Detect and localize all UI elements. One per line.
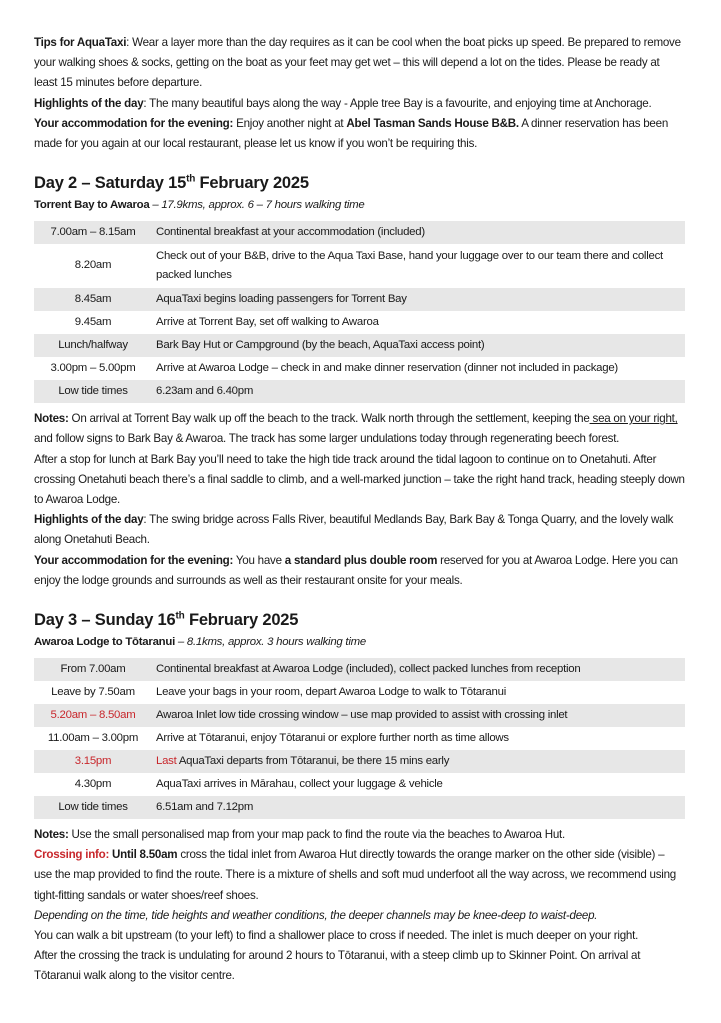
day3-route: Awaroa Lodge to Tōtaranui – 8.1kms, approx. 3 hours walking time <box>34 636 366 649</box>
table-row <box>34 244 685 288</box>
day3-upstream-tip: You can walk a bit upstream (to your left) to find a shallower place to cross if needed. The inlet is much deeper on your right. <box>34 929 639 943</box>
day2-section <box>34 171 685 591</box>
schedule-time: 8.20am <box>74 259 112 272</box>
table-row <box>34 681 685 704</box>
day3-after-crossing: After the crossing the track is undulating for around 2 hours to Tōtaranui, with a steep climb up to Skinner Point. On arrival at Tōtaranui walk along to the visitor centre. <box>34 949 641 983</box>
day2-schedule-table <box>34 221 685 403</box>
day3-schedule-table <box>34 658 685 819</box>
day2-notes-lunch: After a stop for lunch at Bark Bay you’ll need to take the high tide track around the tidal lagoon to continue on to Onetahuti. After crossing Onetahuti beach there’s a final saddle to climb, and a well-marked junction – take the right hand track, heading steeply down to Awaroa Lodge. <box>34 452 685 507</box>
schedule-desc: 6.51am and 7.12pm <box>154 796 685 819</box>
table-row <box>34 221 685 244</box>
schedule-desc: Arrive at Torrent Bay, set off walking to Awaroa <box>156 315 379 328</box>
table-row <box>34 311 685 334</box>
schedule-desc: AquaTaxi begins loading passengers for Torrent Bay <box>154 288 685 311</box>
schedule-time: 5.20am – 8.50am <box>34 704 154 727</box>
day2-highlights: Highlights of the day: The swing bridge across Falls River, beautiful Medlands Bay, Bark Bay & Tonga Quarry, and the lovely walk along Onetahuti Beach. <box>34 513 674 547</box>
schedule-desc: Bark Bay Hut or Campground (by the beach, AquaTaxi access point) <box>154 334 685 357</box>
table-row <box>34 334 685 357</box>
schedule-desc: 6.23am and 6.40pm <box>154 380 685 403</box>
schedule-desc: Continental breakfast at Awaroa Lodge (included), collect packed lunches from reception <box>154 658 685 681</box>
day3-heading: Day 3 – Sunday 16th February 2025 <box>34 610 299 630</box>
schedule-time: 9.45am <box>74 315 112 328</box>
day1-accommodation: Your accommodation for the evening: Enjoy another night at Abel Tasman Sands House B&B. A dinner reservation has been made for you again at our local restaurant, please let us know if you won’t be requiring this. <box>34 116 669 151</box>
schedule-time: Lunch/halfway <box>34 334 154 357</box>
day2-heading: Day 2 – Saturday 15th February 2025 <box>34 173 309 193</box>
day1-tail-section <box>34 33 685 154</box>
schedule-time: 4.30pm <box>74 777 112 790</box>
schedule-desc: Continental breakfast at your accommodation (included) <box>154 221 685 244</box>
schedule-desc: Arrive at Tōtaranui, enjoy Tōtaranui or explore further north as time allows <box>156 731 509 744</box>
table-row <box>34 727 685 750</box>
day3-crossing-info: Crossing info: Until 8.50am cross the tidal inlet from Awaroa Hut directly towards the orange marker on the other side (visible) – use the map provided to find the route. There is a mixture of shells and soft mud underfoot all the way across, we recommend using tight-fitting sandals or water shoes/reef shoes. <box>34 848 677 902</box>
schedule-desc: Arrive at Awaroa Lodge – check in and make dinner reservation (dinner not included in package) <box>156 361 618 374</box>
table-row <box>34 380 685 403</box>
table-row <box>34 750 685 773</box>
day3-section <box>34 608 685 987</box>
table-row <box>34 773 685 796</box>
schedule-time: Leave by 7.50am <box>51 685 135 698</box>
day2-notes: Notes: On arrival at Torrent Bay walk up off the beach to the track. Walk north through the settlement, keeping the sea on your right, and follow signs to Bark Bay & Awaroa. The track has some larger undulations today through regenerating beech forest. <box>34 412 678 446</box>
schedule-desc: AquaTaxi arrives in Mārahau, collect your luggage & vehicle <box>156 777 443 790</box>
schedule-time: 8.45am <box>34 288 154 311</box>
schedule-time: 11.00am – 3.00pm <box>47 731 139 744</box>
schedule-desc: Check out of your B&B, drive to the Aqua Taxi Base, hand your luggage over to our team there and collect packed lunches <box>156 249 663 282</box>
schedule-time: Low tide times <box>34 380 154 403</box>
table-row <box>34 288 685 311</box>
table-row <box>34 704 685 727</box>
table-row <box>34 357 685 380</box>
schedule-time: Low tide times <box>34 796 154 819</box>
schedule-desc: Last AquaTaxi departs from Tōtaranui, be there 15 mins early <box>154 750 685 773</box>
day2-accommodation: Your accommodation for the evening: You have a standard plus double room reserved for you at Awaroa Lodge. Here you can enjoy the lodge grounds and surrounds as well as their restaurant onsite for your meals. <box>34 553 678 587</box>
table-row <box>34 658 685 681</box>
schedule-time: 7.00am – 8.15am <box>34 221 154 244</box>
day1-highlights: Highlights of the day: The many beautiful bays along the way - Apple tree Bay is a favourite, and enjoying time at Anchorage. <box>34 96 652 110</box>
aquataxi-tips: Tips for AquaTaxi: Wear a layer more than the day requires as it can be cool when the boat picks up speed. Be prepared to remove your walking shoes & socks, getting on the boat as your feet may get wet – this will depend a lot on the tides. Please be ready at least 15 minutes before departure. <box>34 36 681 90</box>
day3-depth-warning: Depending on the time, tide heights and weather conditions, the deeper channels may be knee-deep to waist-deep. <box>34 908 598 922</box>
schedule-time: 3.15pm <box>34 750 154 773</box>
schedule-time: From 7.00am <box>34 658 154 681</box>
schedule-desc: Leave your bags in your room, depart Awaroa Lodge to walk to Tōtaranui <box>156 685 506 698</box>
day3-notes: Notes: Use the small personalised map from your map pack to find the route via the beaches to Awaroa Hut. <box>34 828 565 842</box>
table-row <box>34 796 685 819</box>
schedule-time: 3.00pm – 5.00pm <box>50 361 136 374</box>
day2-route: Torrent Bay to Awaroa – 17.9kms, approx. 6 – 7 hours walking time <box>34 199 365 212</box>
schedule-desc: Awaroa Inlet low tide crossing window – use map provided to assist with crossing inlet <box>154 704 685 727</box>
